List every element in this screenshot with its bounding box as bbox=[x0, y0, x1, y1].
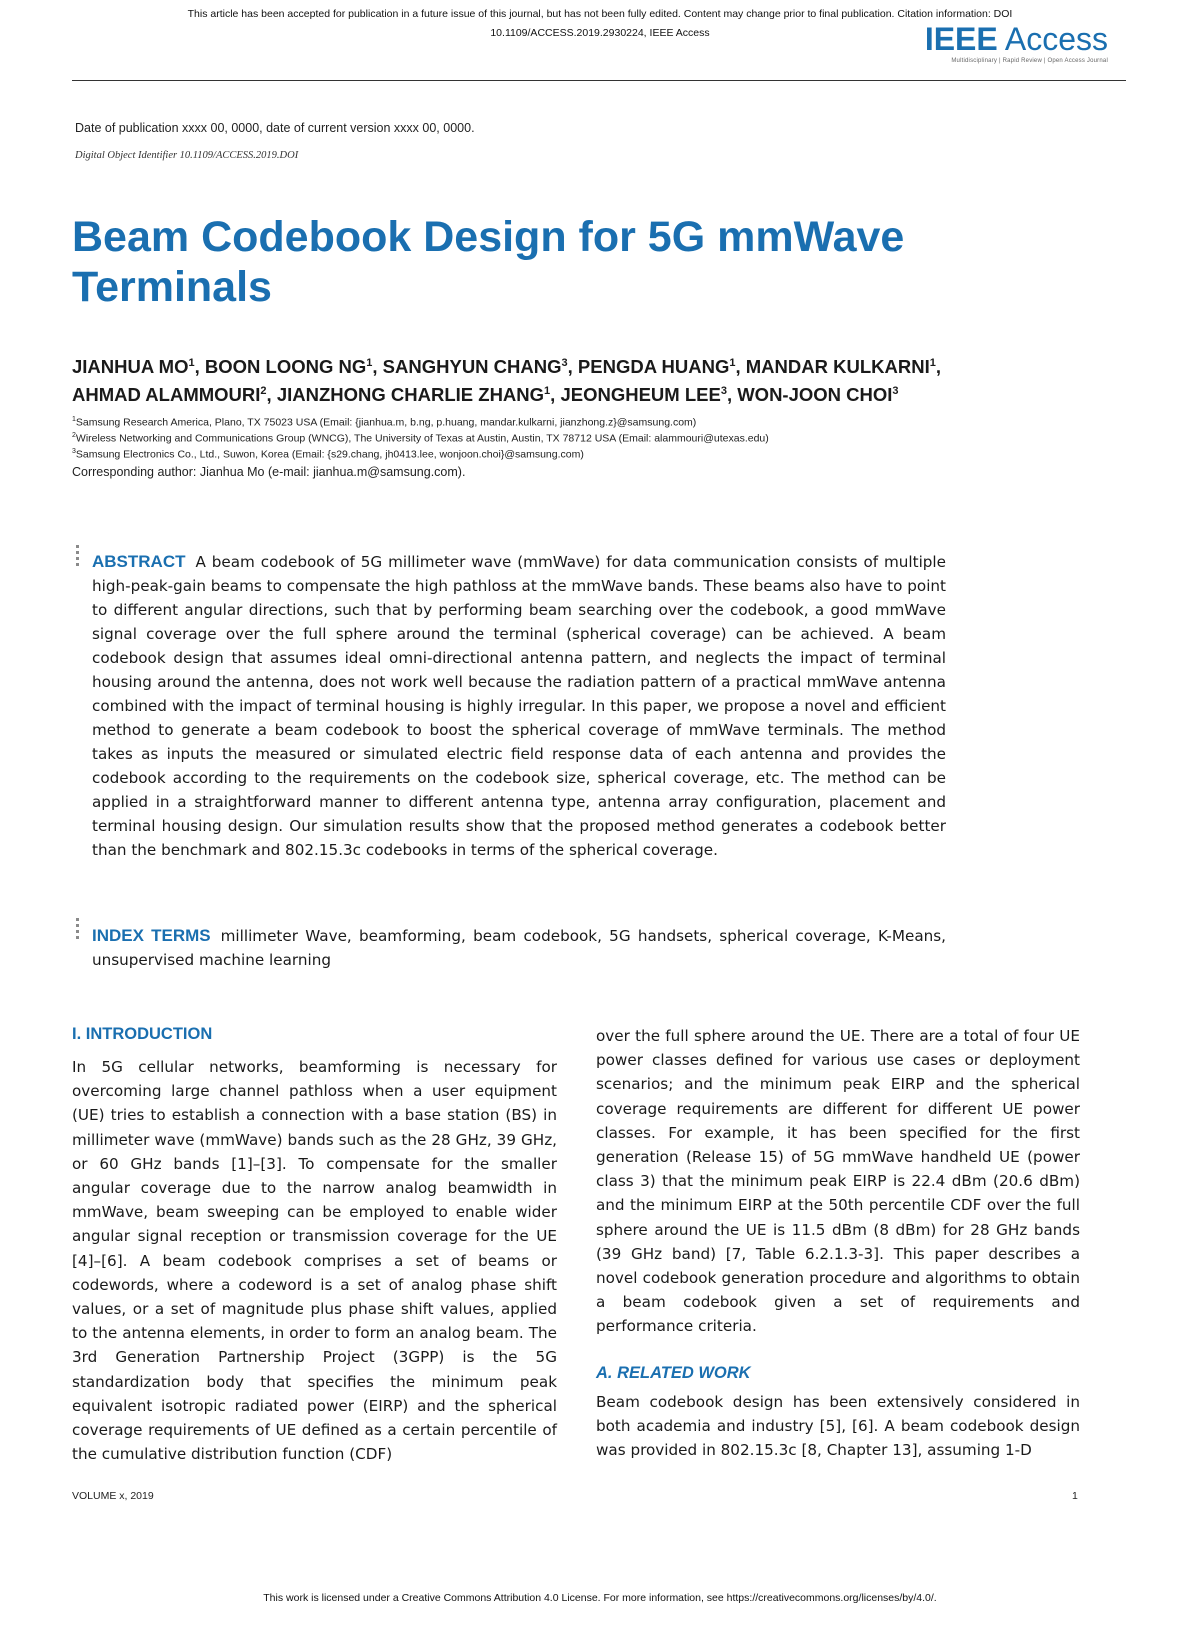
acceptance-notice: This article has been accepted for publication in a future issue of this journal, but has not been fully edited. Content may change prior to final publication. Citation information: DOI bbox=[187, 8, 1013, 20]
logo-access: Access bbox=[1004, 21, 1108, 57]
author-separator: , bbox=[550, 384, 561, 406]
logo-tagline: Multidisciplinary | Rapid Review | Open Access Journal bbox=[951, 58, 1108, 64]
license-notice: This work is licensed under a Creative Commons Attribution 4.0 License. For more information, see https://creativecommons.org/licenses/by/4.0/. bbox=[263, 1592, 937, 1604]
author-name: JEONGHEUM LEE bbox=[560, 384, 721, 406]
author-affiliation-sup: 3 bbox=[720, 385, 727, 398]
author-name: JIANZHONG CHARLIE ZHANG bbox=[276, 384, 545, 406]
author-affiliation-sup: 1 bbox=[366, 357, 373, 369]
header-divider bbox=[72, 80, 1126, 81]
intro-column-2 bbox=[596, 1024, 1080, 1339]
intro-paragraph-2: over the full sphere around the UE. There are a total of four UE power classes defined for various use cases or deployment scenarios; and the minimum peak EIRP and the spherical coverage requirements are different for different UE power classes. For example, it has been specified for the first generation (Release 15) of 5G mmWave handheld UE (power class 3) that the minimum peak EIRP is 22.4 dBm (20.6 dBm) and the minimum EIRP at the 50th percentile CDF over the full sphere around the UE is 11.5 dBm (8 dBm) for 28 GHz bands (39 GHz band) [7, Table 6.2.1.3-3]. This paper describes a novel codebook generation procedure and algorithms to obtain a beam codebook given a set of requirements and performance criteria. bbox=[596, 1027, 1080, 1336]
volume-label: VOLUME x, 2019 bbox=[72, 1490, 154, 1502]
author-list bbox=[72, 351, 972, 407]
author-separator: , bbox=[194, 356, 205, 378]
author-affiliation-sup: 1 bbox=[929, 357, 936, 369]
page-number: 1 bbox=[1072, 1490, 1078, 1502]
affiliation-2: $^2$Wireless Networking and Communications Group (WNCG), The University of Texas at Austin, Austin, TX 78712 USA (Email: alammouri@utexas.edu) bbox=[72, 432, 769, 445]
author-separator: , bbox=[935, 356, 941, 378]
author-affiliation-sup: 1 bbox=[544, 385, 551, 398]
author-affiliation-sup: 1 bbox=[729, 357, 736, 369]
author-affiliation-sup: 1 bbox=[188, 357, 195, 369]
intro-paragraph-1: In 5G cellular networks, beamforming is necessary for overcoming large channel pathloss when a user equipment (UE) tries to establish a connection with a base station (BS) in millimeter wave (mmWave) bands such as the 28 GHz, 39 GHz, or 60 GHz bands [1]–[3]. To compensate for the smaller angular coverage due to the narrow analog beamwidth in mmWave, beam sweeping can be employed to enable wider angular signal reception or transmission coverage for the UE [4]–[6]. A beam codebook comprises a set of beams or codewords, where a codeword is a set of analog phase shift values, or a set of magnitude plus phase shift values, applied to the antenna elements, in order to form an analog beam. The 3rd Generation Partnership Project (3GPP) is the 5G standardization body that specifies the minimum peak equivalent isotropic radiated power (EIRP) and the spherical coverage requirements of UE defined as a certain percentile of the cumulative distribution function (CDF) bbox=[72, 1058, 557, 1464]
index-terms-label: INDEX TERMS bbox=[92, 926, 211, 945]
index-terms-marker bbox=[76, 918, 79, 942]
logo-ieee: IEEE bbox=[924, 21, 998, 57]
intro-column-1 bbox=[72, 1055, 557, 1466]
citation-doi: 10.1109/ACCESS.2019.2930224, IEEE Access bbox=[490, 27, 710, 39]
abstract-marker bbox=[76, 545, 79, 569]
introduction-heading: I. INTRODUCTION bbox=[72, 1025, 213, 1043]
related-work-paragraph: Beam codebook design has been extensively considered in both academia and industry [5], [6]. A beam codebook design was provided in 802.15.3c [8, Chapter 13], assuming 1-D bbox=[596, 1393, 1080, 1460]
related-work-heading: A. RELATED WORK bbox=[596, 1364, 751, 1382]
affiliation-1: $^1$Samsung Research America, Plano, TX 75023 USA (Email: {jianhua.m, b.ng, p.huang, mandar.kulkarni, jianzhong.z}@samsung.com) bbox=[72, 416, 697, 429]
abstract-label: ABSTRACT bbox=[92, 552, 186, 571]
doi-line: Digital Object Identifier 10.1109/ACCESS.2019.DOI bbox=[75, 150, 299, 161]
publication-date: Date of publication xxxx 00, 0000, date of current version xxxx 00, 0000. bbox=[75, 121, 475, 135]
author-name: AHMAD ALAMMOURI bbox=[72, 384, 261, 406]
affiliation-3: $^3$Samsung Electronics Co., Ltd., Suwon, Korea (Email: {s29.chang, jh0413.lee, wonjoon.choi}@samsung.com) bbox=[72, 448, 584, 461]
author-name: SANGHYUN CHANG bbox=[382, 356, 562, 378]
paper-title bbox=[72, 212, 1022, 312]
author-name: JIANHUA MO bbox=[72, 356, 189, 378]
corresponding-author: Corresponding author: Jianhua Mo (e-mail: jianhua.m@samsung.com). bbox=[72, 465, 466, 479]
author-separator: , bbox=[726, 384, 738, 406]
title-line-2: Terminals bbox=[72, 263, 272, 311]
index-terms bbox=[92, 924, 946, 972]
author-name: WON-JOON CHOI bbox=[737, 384, 893, 406]
author-name: MANDAR KULKARNI bbox=[745, 356, 930, 378]
author-separator: , bbox=[567, 356, 578, 378]
author-separator: , bbox=[266, 384, 277, 406]
title-line-1: Beam Codebook Design for 5G mmWave bbox=[72, 213, 905, 261]
author-separator: , bbox=[372, 356, 383, 378]
index-terms-text: millimeter Wave, beamforming, beam codebook, 5G handsets, spherical coverage, K-Means, unsupervised machine learning bbox=[92, 927, 946, 969]
author-affiliation-sup: 3 bbox=[892, 385, 899, 398]
abstract bbox=[92, 550, 946, 862]
author-name: PENGDA HUANG bbox=[577, 356, 730, 378]
author-name: BOON LOONG NG bbox=[204, 356, 367, 378]
ieee-access-logo bbox=[925, 22, 1108, 64]
author-affiliation-sup: 3 bbox=[561, 357, 568, 369]
author-separator: , bbox=[735, 356, 746, 378]
author-affiliation-sup: 2 bbox=[260, 385, 267, 398]
related-work-column bbox=[596, 1390, 1080, 1463]
abstract-text: A beam codebook of 5G millimeter wave (mmWave) for data communication consists of multiple high-peak-gain beams to compensate the high pathloss at the mmWave bands. These beams also have to point to different angular directions, such that by performing beam searching over the codebook, a good mmWave signal coverage over the full sphere around the terminal (spherical coverage) can be achieved. A beam codebook design that assumes ideal omni-directional antenna pattern, and neglects the impact of terminal housing around the antenna, does not work well because the radiation pattern of a practical mmWave antenna combined with the impact of terminal housing is highly irregular. In this paper, we propose a novel and efficient method to generate a beam codebook to boost the spherical coverage of mmWave terminals. The method takes as inputs the measured or simulated electric field response data of each antenna and provides the codebook according to the requirements on the codebook size, spherical coverage, etc. The method can be applied in a straightforward manner to different antenna type, antenna array configuration, placement and terminal housing design. Our simulation results show that the proposed method generates a codebook better than the benchmark and 802.15.3c codebooks in terms of the spherical coverage. bbox=[92, 553, 946, 859]
